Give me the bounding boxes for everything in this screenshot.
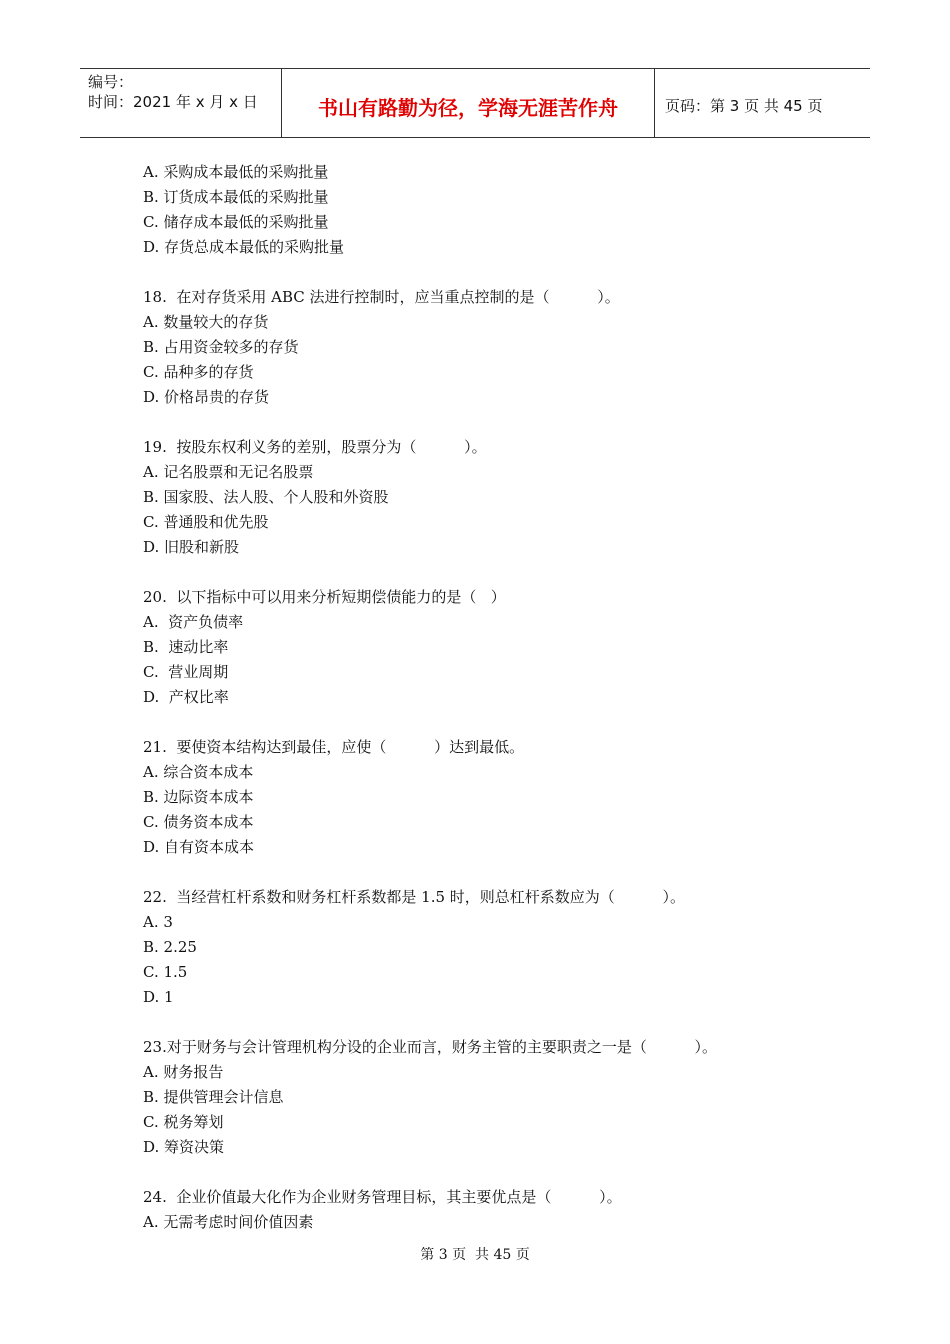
question-line: D. 价格昂贵的存货 (143, 388, 270, 406)
number-label: 编号： (88, 73, 134, 91)
question-line: B. 订货成本最低的采购批量 (143, 188, 329, 206)
question-line: D. 旧股和新股 (143, 538, 240, 556)
block-spacer (143, 710, 843, 735)
question-line: 22. 当经营杠杆系数和财务杠杆系数都是 1.5 时，则总杠杆系数应为（ ）。 (143, 888, 685, 906)
question-block (143, 285, 843, 410)
question-line: C. 税务筹划 (143, 1113, 224, 1131)
block-spacer (143, 260, 843, 285)
question-line: C. 储存成本最低的采购批量 (143, 213, 329, 231)
question-line: 18. 在对存货采用 ABC 法进行控制时，应当重点控制的是（ ）。 (143, 288, 620, 306)
question-line: 20. 以下指标中可以用来分析短期偿债能力的是（ ） (143, 588, 506, 606)
question-line: D. 筹资决策 (143, 1138, 225, 1156)
question-line: C. 普通股和优先股 (143, 513, 269, 531)
question-line: D. 产权比率 (143, 688, 229, 706)
question-line: B. 2.25 (143, 938, 197, 956)
time-label: 时间：2021 年 x 月 x 日 (88, 93, 258, 111)
block-spacer (143, 560, 843, 585)
question-line: A. 无需考虑时间价值因素 (143, 1213, 314, 1231)
block-spacer (143, 410, 843, 435)
question-block (143, 585, 843, 710)
page-header (80, 68, 870, 138)
question-line: C. 1.5 (143, 963, 188, 981)
question-line: A. 综合资本成本 (143, 763, 254, 781)
question-block (143, 885, 843, 1010)
question-line: A. 3 (143, 913, 173, 931)
question-line: 23.对于财务与会计管理机构分设的企业而言，财务主管的主要职责之一是（ ）。 (143, 1038, 718, 1056)
block-spacer (143, 860, 843, 885)
question-line: C. 债务资本成本 (143, 813, 254, 831)
question-line: A. 数量较大的存货 (143, 313, 269, 331)
question-line: B. 占用资金较多的存货 (143, 338, 299, 356)
question-line: C. 品种多的存货 (143, 363, 254, 381)
question-line: D. 1 (143, 988, 174, 1006)
question-line: B. 国家股、法人股、个人股和外资股 (143, 488, 389, 506)
question-line: 19. 按股东权利义务的差别，股票分为（ ）。 (143, 438, 487, 456)
question-line: C. 营业周期 (143, 663, 229, 681)
question-line: B. 速动比率 (143, 638, 229, 656)
question-block (143, 435, 843, 560)
question-content (143, 160, 843, 1235)
question-line: D. 自有资本成本 (143, 838, 255, 856)
question-line: 24. 企业价值最大化作为企业财务管理目标，其主要优点是（ ）。 (143, 1188, 622, 1206)
header-meta (80, 69, 282, 137)
question-line: B. 边际资本成本 (143, 788, 254, 806)
motto: 书山有路勤为径，学海无涯苦作舟 (282, 69, 655, 137)
block-spacer (143, 1160, 843, 1185)
page-footer: 第 3 页 共 45 页 (420, 1247, 530, 1263)
question-line: A. 记名股票和无记名股票 (143, 463, 314, 481)
question-line: A. 采购成本最低的采购批量 (143, 163, 329, 181)
question-line: A. 资产负债率 (143, 613, 244, 631)
question-line: D. 存货总成本最低的采购批量 (143, 238, 345, 256)
question-block (143, 735, 843, 860)
question-line: 21. 要使资本结构达到最佳，应使（ ）达到最低。 (143, 738, 525, 756)
question-block (143, 1185, 843, 1235)
question-line: A. 财务报告 (143, 1063, 224, 1081)
question-line: B. 提供管理会计信息 (143, 1088, 284, 1106)
page-info: 页码：第 3 页 共 45 页 (665, 96, 823, 115)
question-block (143, 1035, 843, 1160)
question-block (143, 160, 843, 260)
block-spacer (143, 1010, 843, 1035)
